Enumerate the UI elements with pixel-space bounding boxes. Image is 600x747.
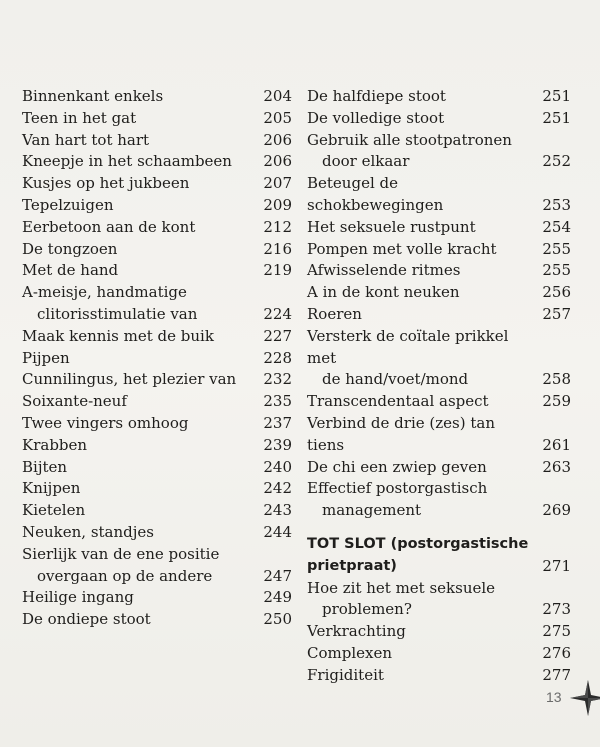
toc-entry: [22, 108, 292, 130]
toc-entry-title: [307, 326, 571, 391]
toc-entry-title-line: De chi een zwiep geven: [307, 457, 487, 476]
toc-entry-title: [22, 173, 292, 195]
toc-entry: [22, 522, 292, 544]
toc-entry: [22, 500, 292, 522]
toc-entry-page: 204: [263, 87, 292, 105]
toc-entry-title: [22, 435, 292, 457]
toc-entry: [22, 457, 292, 479]
toc-entry: [22, 478, 292, 500]
toc-entry: [307, 665, 571, 687]
toc-entry-page: 255: [542, 261, 571, 280]
toc-entry: [22, 391, 292, 413]
toc-entry-title-line: Twee vingers omhoog: [22, 413, 189, 432]
toc-entry-title: [22, 587, 292, 609]
toc-entry: [22, 239, 292, 261]
toc-entry-title: [307, 217, 571, 239]
toc-entry-title-line: management: [322, 501, 422, 520]
toc-entry: [22, 260, 292, 282]
toc-column-right: [307, 86, 571, 687]
toc-entry: [307, 413, 571, 457]
toc-entry-title: [22, 239, 292, 261]
toc-entry-title: [307, 239, 571, 261]
toc-entry-page: 269: [542, 501, 571, 520]
toc-entry-title: [22, 478, 292, 500]
toc-entry-page: 207: [263, 174, 292, 193]
toc-entry-title-line: Heilige ingang: [22, 588, 134, 607]
toc-entry-title: [22, 282, 292, 326]
toc-entry-page: 235: [263, 392, 292, 411]
toc-entry: [22, 435, 292, 457]
toc-entry-title: [22, 522, 292, 544]
toc-section-heading: [307, 534, 571, 578]
toc-entry: [22, 544, 292, 588]
toc-entry: [307, 86, 571, 108]
toc-entry-page: 257: [542, 304, 571, 323]
toc-entry-page: 271: [542, 556, 571, 575]
toc-entry-page: 244: [263, 522, 292, 541]
compass-star-icon: [568, 678, 600, 718]
toc-entry-page: 277: [542, 665, 571, 684]
toc-entry-title: [22, 609, 292, 631]
toc-entry-page: 206: [263, 130, 292, 149]
toc-entry-page: 275: [542, 622, 571, 641]
toc-entry-page: 216: [263, 239, 292, 258]
toc-entry-page: 237: [263, 413, 292, 432]
toc-entry: [307, 130, 571, 174]
toc-entry: [307, 108, 571, 130]
toc-entry-title-line: Kusjes op het jukbeen: [22, 174, 190, 193]
toc-entry-title-line: Cunnilingus, het plezier van: [22, 370, 237, 389]
toc-entry: [307, 478, 571, 522]
toc-entry-page: 261: [542, 435, 571, 454]
toc-entry-title: [22, 217, 292, 239]
toc-entry-title-line: Kneepje in het schaambeen: [22, 152, 232, 171]
toc-entry: [307, 621, 571, 643]
toc-entry-title-line: Pompen met volle kracht: [307, 239, 497, 258]
toc-entry-title-line: Soixante-neuf: [22, 392, 127, 411]
toc-entry-title-line: Van hart tot hart: [22, 130, 150, 149]
toc-entry-title: [307, 173, 571, 217]
toc-entry-title-line: Krabben: [22, 435, 88, 454]
toc-entry-page: 251: [542, 108, 571, 127]
toc-entry-title: [22, 457, 292, 479]
toc-entry-title-line: Teen in het gat: [22, 108, 137, 127]
toc-entry: [22, 609, 292, 631]
toc-entry-title: [22, 130, 292, 152]
toc-entry-page: 219: [263, 261, 292, 280]
toc-entry: [22, 217, 292, 239]
toc-entry: [307, 643, 571, 665]
toc-entry-title: [307, 534, 571, 578]
toc-entry-page: 242: [263, 479, 292, 498]
toc-entry-title: [307, 643, 571, 665]
toc-entry: [307, 239, 571, 261]
toc-entry-page: 259: [542, 392, 571, 411]
toc-entry-title-line: Effectief postorgastisch: [307, 479, 488, 498]
toc-entry: [22, 195, 292, 217]
toc-entry-title-line: Knijpen: [22, 479, 81, 498]
toc-entry-title: [22, 413, 292, 435]
toc-entry-title-line: De halfdiepe stoot: [307, 87, 446, 105]
toc-entry: [22, 282, 292, 326]
toc-entry-page: 263: [542, 457, 571, 476]
toc-entry-page: 256: [542, 283, 571, 302]
toc-entry-page: 239: [263, 435, 292, 454]
toc-entry: [307, 304, 571, 326]
toc-entry-title: [22, 151, 292, 173]
toc-entry-title-line: Pijpen: [22, 348, 70, 367]
toc-entry-title: [22, 544, 292, 588]
toc-entry-page: 206: [263, 152, 292, 171]
toc-entry: [22, 151, 292, 173]
toc-entry-title-line: Bijten: [22, 457, 68, 476]
toc-entry-title: [22, 391, 292, 413]
toc-entry-title-line: Maak kennis met de buik: [22, 326, 214, 345]
toc-entry: [22, 173, 292, 195]
toc-entry: [307, 391, 571, 413]
toc-entry-page: 273: [542, 600, 571, 619]
toc-entry: [22, 130, 292, 152]
toc-entry: [307, 173, 571, 217]
toc-entry-title-line: overgaan op de andere: [37, 566, 213, 585]
toc-entry-title-line: Sierlijk van de ene positie: [22, 544, 220, 563]
toc-entry-title: [22, 500, 292, 522]
toc-entry-page: 258: [542, 370, 571, 389]
toc-entry-title: [22, 86, 292, 108]
toc-entry-page: 255: [542, 239, 571, 258]
toc-entry-title-line: Roeren: [307, 304, 362, 323]
toc-entry: [22, 86, 292, 108]
toc-entry-title: [307, 578, 571, 622]
toc-entry-title: [22, 260, 292, 282]
toc-entry-title: [307, 621, 571, 643]
toc-entry-title: [22, 348, 292, 370]
toc-entry-title: [307, 457, 571, 479]
toc-entry-title: [307, 108, 571, 130]
toc-entry-page: 209: [263, 195, 292, 214]
toc-entry-title-line: Beteugel de schokbewegingen: [307, 174, 444, 214]
toc-entry-title: [307, 130, 571, 174]
toc-entry-title-line: door elkaar: [322, 152, 410, 171]
toc-entry-page: 240: [263, 457, 292, 476]
toc-entry-title: [307, 260, 571, 282]
toc-entry-title-line: Verkrachting: [307, 622, 406, 641]
toc-entry-title-line: Verbind de drie (zes) tan tiens: [307, 413, 495, 454]
toc-entry-title-line: Neuken, standjes: [22, 522, 154, 541]
toc-entry: [307, 457, 571, 479]
toc-entry-page: 224: [263, 304, 292, 323]
toc-entry-title-line: Complexen: [307, 643, 393, 662]
toc-entry-title: [307, 391, 571, 413]
toc-entry-title-line: Transcendentaal aspect: [307, 392, 489, 411]
toc-entry-title: [307, 413, 571, 457]
toc-entry-title-line: A in de kont neuken: [307, 283, 460, 302]
section-gap: [307, 522, 571, 534]
toc-entry-title: [307, 478, 571, 522]
toc-entry-title-line: De tongzoen: [22, 239, 118, 258]
toc-entry-title-line: prietpraat): [307, 557, 397, 574]
toc-entry-title-line: De ondiepe stoot: [22, 610, 151, 629]
toc-entry: [22, 413, 292, 435]
toc-entry-page: 251: [542, 87, 571, 105]
toc-entry-page: 276: [542, 643, 571, 662]
toc-entry-page: 232: [263, 370, 292, 389]
toc-entry-title-line: Versterk de coïtale prikkel met: [307, 326, 509, 367]
toc-entry-title-line: Tepelzuigen: [22, 195, 114, 214]
toc-entry-title: [307, 86, 571, 108]
toc-entry: [22, 326, 292, 348]
toc-entry-title-line: clitorisstimulatie van: [37, 304, 198, 323]
toc-entry-title-line: de hand/voet/mond: [322, 370, 469, 389]
toc-entry-title: [22, 108, 292, 130]
toc-entry-title: [307, 304, 571, 326]
toc-entry-title-line: Gebruik alle stootpatronen: [307, 130, 512, 149]
toc-entry-title-line: TOT SLOT (postorgastische: [307, 535, 529, 552]
toc-entry-title-line: Afwisselende ritmes: [307, 261, 461, 280]
toc-entry-title-line: Frigiditeit: [307, 665, 384, 684]
toc-entry-page: 254: [542, 217, 571, 236]
toc-entry-page: 247: [263, 566, 292, 585]
toc-column-left: [22, 86, 292, 631]
toc-entry-page: 227: [263, 326, 292, 345]
toc-entry: [307, 578, 571, 622]
toc-entry-title-line: Binnenkant enkels: [22, 87, 164, 105]
toc-entry: [307, 326, 571, 391]
toc-entry-page: 250: [263, 610, 292, 629]
toc-entry-page: 243: [263, 501, 292, 520]
toc-entry-page: 212: [263, 217, 292, 236]
toc-entry-page: 228: [263, 348, 292, 367]
toc-entry-title-line: Met de hand: [22, 261, 119, 280]
toc-entry-page: 252: [542, 152, 571, 171]
toc-entry: [307, 217, 571, 239]
toc-entry-page: 253: [542, 195, 571, 214]
toc-entry-title-line: Kietelen: [22, 501, 86, 520]
toc-entry-title-line: De volledige stoot: [307, 108, 445, 127]
toc-entry-title-line: Eerbetoon aan de kont: [22, 217, 196, 236]
toc-entry-title: [307, 282, 571, 304]
toc-entry-title-line: Hoe zit het met seksuele: [307, 578, 496, 597]
toc-entry: [22, 587, 292, 609]
toc-entry-page: 205: [263, 108, 292, 127]
toc-entry-title: [307, 665, 571, 687]
toc-entry-title-line: Het seksuele rustpunt: [307, 217, 476, 236]
toc-entry-title-line: problemen?: [322, 600, 412, 619]
toc-entry-title: [22, 326, 292, 348]
toc-entry: [307, 282, 571, 304]
toc-entry-page: 249: [263, 588, 292, 607]
toc-entry-title: [22, 195, 292, 217]
toc-entry-title-line: A-meisje, handmatige: [22, 283, 187, 302]
toc-entry-title: [22, 369, 292, 391]
page-number: 13: [546, 689, 562, 705]
toc-entry: [307, 260, 571, 282]
toc-entry: [22, 348, 292, 370]
toc-entry: [22, 369, 292, 391]
